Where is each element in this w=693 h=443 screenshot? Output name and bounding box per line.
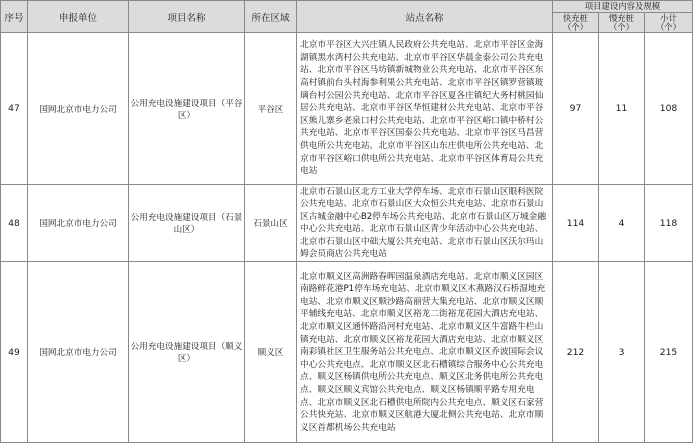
row-unit: 国网北京市电力公司 bbox=[28, 185, 129, 262]
row-total: 215 bbox=[645, 262, 693, 443]
row-region: 石景山区 bbox=[245, 185, 297, 262]
row-sites: 北京市石景山区北方工业大学停车场、北京市石景山区眼科医院公共充电站、北京市石景山区大众恒公共充电站、北京市石景山区古城金融中心B2停车场公共充电站、北京市石景山区万城金融中心公共充电站、北京市石景山区青少年活动中心公共充电站、北京市石景山区中础大厦公共充电站、北京市石景山区沃尔玛山姆会员商店公共充电站 bbox=[297, 185, 553, 262]
header-fast bbox=[553, 13, 599, 33]
table-row bbox=[1, 185, 693, 262]
table-row bbox=[1, 262, 693, 443]
row-sites: 北京市平谷区大兴庄镇人民政府公共充电站、北京市平谷区金海湖镇黑水湾村公共充电站、北京市平谷区华晨金泰公司公共充电站、北京市平谷区马坊镇新城物业公共充电站、北京市平谷区东高村镇前台头村海参利果公共充电站、北京市平谷区镇罗营镇玻璃台村公园公共充电站、北京市平谷区夏各庄镇纪大务村桃园仙居公共充电站、北京市平谷区华恒建材公共充电站、北京市平谷区熊儿寨乡老泉口村公共充电站、北京市平谷区峪口镇中桥村公共充电站、北京市平谷区国泰公共充电站、北京市平谷区马昌营供电所公共充电站、北京市平谷区山东庄供电所公共充电站、北京市平谷区峪口供电所公共充电站、北京市平谷区体育局公共充电站 bbox=[297, 33, 553, 185]
header-total-label: 小计 bbox=[660, 12, 677, 23]
header-unit: 申报单位 bbox=[28, 1, 129, 33]
row-fast: 114 bbox=[553, 185, 599, 262]
table-row bbox=[1, 33, 693, 185]
row-fast: 212 bbox=[553, 262, 599, 443]
row-project: 公用充电设施建设项目（平谷区） bbox=[129, 33, 245, 185]
header-slow bbox=[599, 13, 645, 33]
header-project: 项目名称 bbox=[129, 1, 245, 33]
row-slow: 4 bbox=[599, 185, 645, 262]
row-project: 公用充电设施建设项目（石景山区） bbox=[129, 185, 245, 262]
row-total: 118 bbox=[645, 185, 693, 262]
row-slow: 3 bbox=[599, 262, 645, 443]
row-unit: 国网北京市电力公司 bbox=[28, 33, 129, 185]
header-slow-unit: （个） bbox=[608, 21, 635, 32]
row-seq: 48 bbox=[1, 185, 28, 262]
row-unit: 国网北京市电力公司 bbox=[28, 262, 129, 443]
header-total-unit: （个） bbox=[655, 21, 682, 32]
row-fast: 97 bbox=[553, 33, 599, 185]
row-seq: 47 bbox=[1, 33, 28, 185]
row-sites: 北京市顺义区高洲路春晖园温泉酒店充电站、北京市顺义区园区南路鲜花港P1停车场充电站、北京市顺义区木燕路汉石桥湿地充电站、北京市顺义区顺沙路高丽营大集充电站、北京市顺义区顺平辅线充电站、北京市顺义区裕龙二街裕龙花园大酒店充电站、北京市顺义区通怀路沿河村充电站、北京市顺义区牛富路牛栏山镇充电站、北京市顺义区裕龙花园大酒店充电站、北京市顺义区南彩镇社区卫生服务站公共充电点、北京市顺义区乔波国际会议中心公共充电点、北京市顺义区北石槽镇综合服务中心公共充电点、顺义区杨镇供电所公共充电点、顺义区北务供电所公共充电点、顺义区顺义宾馆公共充电点、顺义区杨镇顺平路专用充电点、北京市顺义区北石槽供电所院内公共充电点、顺义区石家营公共快充站、北京市顺义区航港大厦北侧公共充电站、北京市顺义区首都机场公共充电站 bbox=[297, 262, 553, 443]
header-slow-label: 慢充桩 bbox=[608, 12, 635, 23]
row-slow: 11 bbox=[599, 33, 645, 185]
header-row bbox=[1, 1, 693, 13]
row-total: 108 bbox=[645, 33, 693, 185]
row-project: 公用充电设施建设项目（顺义区） bbox=[129, 262, 245, 443]
header-total bbox=[645, 13, 693, 33]
row-seq: 49 bbox=[1, 262, 28, 443]
header-fast-unit: （个） bbox=[562, 21, 589, 32]
header-region: 所在区域 bbox=[245, 1, 297, 33]
row-region: 平谷区 bbox=[245, 33, 297, 185]
row-region: 顺义区 bbox=[245, 262, 297, 443]
header-fast-label: 快充桩 bbox=[562, 12, 589, 23]
header-seq: 序号 bbox=[1, 1, 28, 33]
header-sites: 站点名称 bbox=[297, 1, 553, 33]
header-scale-group: 项目建设内容及规模 bbox=[553, 1, 693, 13]
